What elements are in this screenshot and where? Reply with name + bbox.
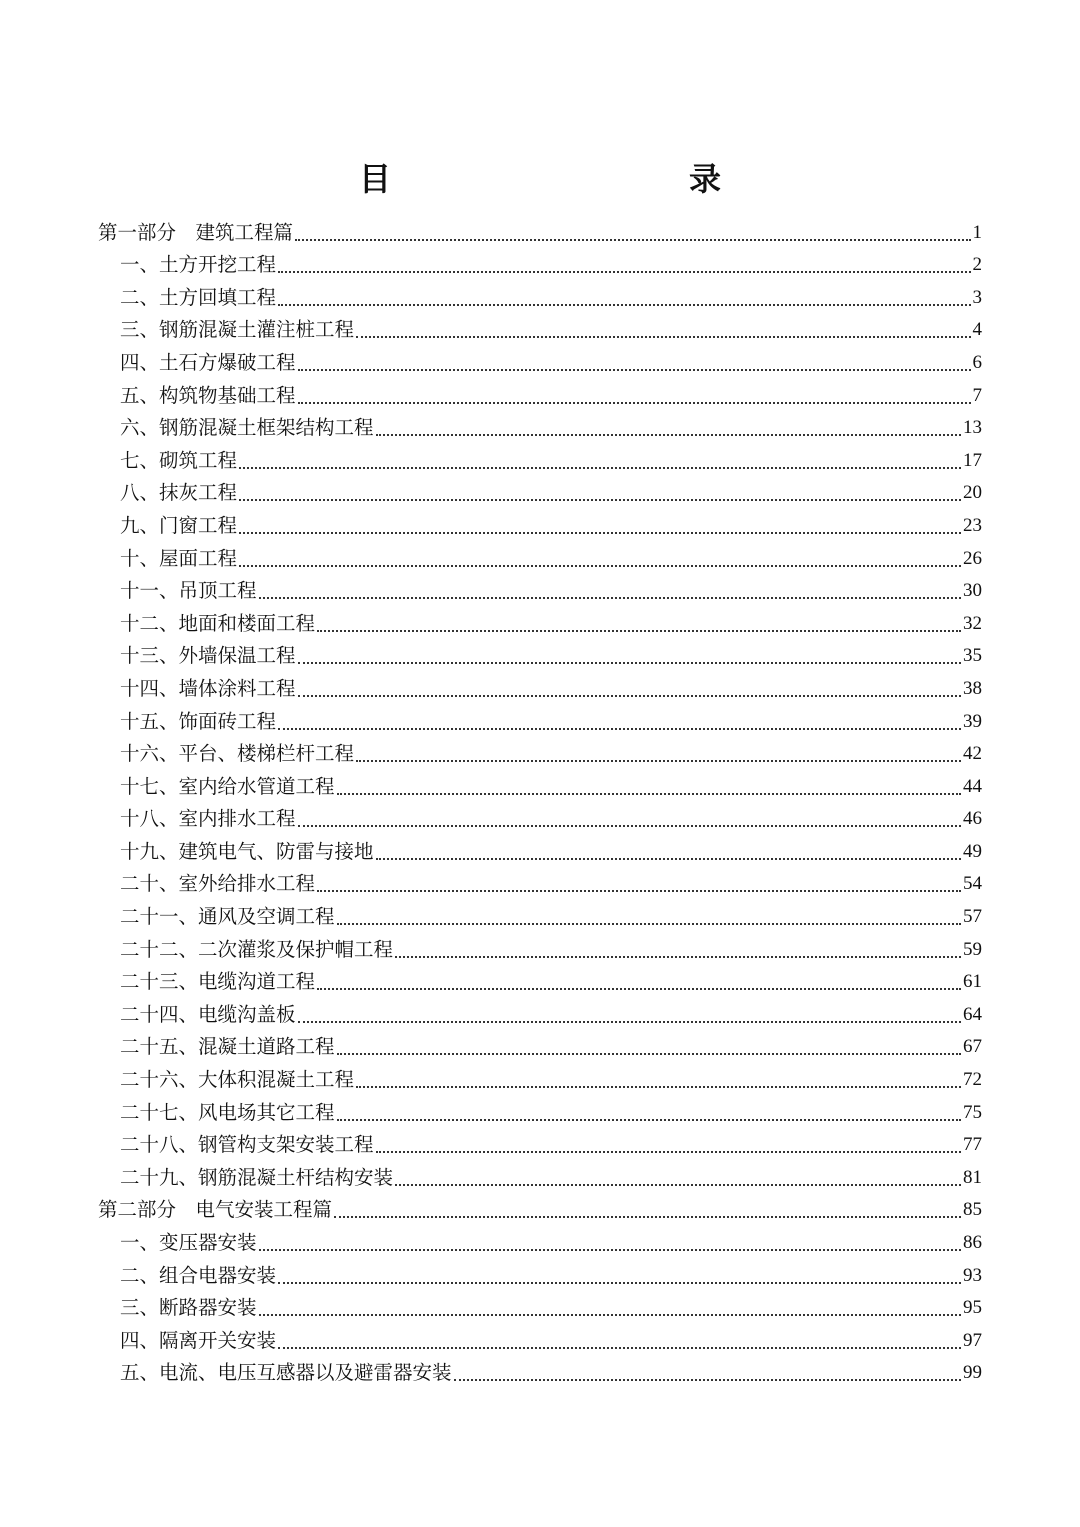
dot-leader bbox=[334, 1216, 961, 1218]
toc-entry-title: 第一部分 建筑工程篇 bbox=[98, 220, 294, 244]
toc-entry bbox=[98, 998, 982, 1031]
toc-page-number: 77 bbox=[963, 1134, 982, 1156]
toc-entry bbox=[98, 1161, 982, 1194]
toc-page-number: 44 bbox=[963, 775, 982, 797]
toc-page-number: 67 bbox=[963, 1036, 982, 1058]
dot-leader bbox=[376, 858, 961, 860]
toc-entry-title: 七、砌筑工程 bbox=[120, 448, 238, 472]
dot-leader bbox=[376, 434, 961, 436]
toc-page-number: 97 bbox=[963, 1329, 982, 1351]
toc-page-number: 86 bbox=[963, 1232, 982, 1253]
toc-entry-title: 十七、室内给水管道工程 bbox=[120, 774, 335, 798]
toc-entry-title: 四、土石方爆破工程 bbox=[120, 350, 296, 374]
dot-leader bbox=[337, 1053, 961, 1055]
toc-entry-title: 五、构筑物基础工程 bbox=[120, 383, 296, 407]
toc-entry-title: 十四、墙体涂料工程 bbox=[120, 676, 296, 700]
toc-entry bbox=[98, 1096, 982, 1129]
toc-page-number: 75 bbox=[963, 1101, 982, 1123]
dot-leader bbox=[317, 890, 961, 892]
dot-leader bbox=[317, 630, 961, 632]
toc-entry-title: 二十六、大体积混凝土工程 bbox=[120, 1068, 355, 1092]
toc-page-number: 30 bbox=[963, 580, 982, 602]
toc-page-number: 46 bbox=[963, 808, 982, 830]
toc-page-number: 39 bbox=[963, 710, 982, 732]
toc-page-number: 3 bbox=[972, 286, 982, 308]
page-title: 目 录 bbox=[358, 160, 799, 199]
toc-entry bbox=[98, 868, 982, 901]
toc-entry bbox=[98, 900, 982, 933]
toc-entry bbox=[98, 509, 982, 542]
toc-page-number: 57 bbox=[963, 906, 982, 928]
toc-entry bbox=[98, 1031, 982, 1064]
dot-leader bbox=[259, 1314, 961, 1316]
dot-leader bbox=[259, 1249, 961, 1251]
toc-entry bbox=[98, 1259, 982, 1292]
toc-page-number: 93 bbox=[963, 1264, 982, 1286]
toc-page-number: 54 bbox=[963, 873, 982, 895]
toc-entry bbox=[98, 1357, 982, 1390]
dot-leader bbox=[278, 1347, 961, 1349]
toc-page-number: 72 bbox=[963, 1069, 982, 1091]
dot-leader bbox=[356, 760, 961, 762]
toc-page-number: 17 bbox=[963, 449, 982, 471]
toc-page-number: 7 bbox=[972, 384, 982, 406]
toc-page-number: 13 bbox=[963, 417, 982, 439]
toc-page-number: 85 bbox=[963, 1199, 982, 1221]
toc-page-number: 59 bbox=[963, 938, 982, 960]
toc-entry-title: 二十、室外给排水工程 bbox=[120, 872, 316, 896]
toc-entry-title: 十、屋面工程 bbox=[120, 546, 238, 570]
toc-page-number: 20 bbox=[963, 482, 982, 504]
toc-entry-title: 二十五、混凝土道路工程 bbox=[120, 1035, 335, 1059]
toc-entry-title: 十九、建筑电气、防雷与接地 bbox=[120, 839, 374, 863]
toc-entry-title: 二十八、钢管构支架安装工程 bbox=[120, 1133, 374, 1157]
dot-leader bbox=[239, 467, 961, 469]
toc-entry-title: 二十一、通风及空调工程 bbox=[120, 905, 335, 929]
dot-leader bbox=[376, 1151, 961, 1153]
dot-leader bbox=[395, 1184, 961, 1186]
toc-entry-title: 三、断路器安装 bbox=[120, 1296, 257, 1320]
toc-entry bbox=[98, 477, 982, 510]
toc-page-number: 95 bbox=[963, 1297, 982, 1319]
toc-entry-title: 五、电流、电压互感器以及避雷器安装 bbox=[120, 1361, 452, 1385]
toc-page-number: 61 bbox=[963, 971, 982, 993]
toc-page-number: 4 bbox=[972, 319, 982, 341]
toc-entry bbox=[98, 966, 982, 999]
dot-leader bbox=[356, 1086, 961, 1088]
toc-entry-title: 四、隔离开关安装 bbox=[120, 1328, 277, 1352]
toc-entry-title: 一、变压器安装 bbox=[120, 1231, 257, 1254]
dot-leader bbox=[295, 239, 970, 241]
toc-page-number: 35 bbox=[963, 645, 982, 667]
toc-entry bbox=[98, 705, 982, 738]
toc-entry bbox=[98, 640, 982, 673]
toc-page-number: 6 bbox=[972, 351, 982, 373]
toc-entry-title: 二十四、电缆沟盖板 bbox=[120, 1002, 296, 1026]
toc-entry bbox=[98, 1226, 982, 1259]
toc-page-number: 32 bbox=[963, 612, 982, 634]
toc-entry-title: 九、门窗工程 bbox=[120, 513, 238, 537]
toc-page-number: 1 bbox=[972, 221, 982, 243]
dot-leader bbox=[278, 304, 970, 306]
toc-entry bbox=[98, 575, 982, 608]
toc-entry bbox=[98, 379, 982, 412]
toc-entry bbox=[98, 346, 982, 379]
toc-entry bbox=[98, 835, 982, 868]
toc-entry bbox=[98, 738, 982, 771]
toc-entry bbox=[98, 1324, 982, 1357]
toc-entry bbox=[98, 803, 982, 836]
toc-page-number: 26 bbox=[963, 547, 982, 569]
toc-entry bbox=[98, 281, 982, 314]
toc-entry bbox=[98, 249, 982, 282]
toc-entry-title: 一、土方开挖工程 bbox=[120, 253, 277, 277]
toc-entry-title: 二、组合电器安装 bbox=[120, 1263, 277, 1287]
toc-page-number: 49 bbox=[963, 840, 982, 862]
toc-part-heading bbox=[98, 216, 982, 249]
toc-page-number: 64 bbox=[963, 1003, 982, 1025]
dot-leader bbox=[337, 1119, 961, 1121]
toc-entry-title: 三、钢筋混凝土灌注桩工程 bbox=[120, 318, 355, 342]
toc-entry-title: 十二、地面和楼面工程 bbox=[120, 611, 316, 635]
toc-entry-title: 二十二、二次灌浆及保护帽工程 bbox=[120, 937, 394, 961]
dot-leader bbox=[298, 695, 961, 697]
dot-leader bbox=[239, 499, 961, 501]
toc-entry-title: 二十九、钢筋混凝土杆结构安装 bbox=[120, 1165, 394, 1189]
toc-page-number: 81 bbox=[963, 1166, 982, 1188]
dot-leader bbox=[298, 402, 971, 404]
toc-entry-title: 十五、饰面砖工程 bbox=[120, 709, 277, 733]
dot-leader bbox=[317, 988, 961, 990]
table-of-contents bbox=[98, 216, 982, 1389]
toc-entry-title: 二十三、电缆沟道工程 bbox=[120, 970, 316, 994]
toc-entry-title: 第二部分 电气安装工程篇 bbox=[98, 1198, 333, 1222]
toc-page-number: 23 bbox=[963, 514, 982, 536]
toc-page-number: 99 bbox=[963, 1362, 982, 1384]
dot-leader bbox=[259, 597, 961, 599]
toc-entry bbox=[98, 672, 982, 705]
toc-entry-title: 十六、平台、楼梯栏杆工程 bbox=[120, 742, 355, 766]
toc-entry bbox=[98, 933, 982, 966]
toc-page-number: 2 bbox=[972, 254, 982, 276]
dot-leader bbox=[356, 336, 970, 338]
toc-entry bbox=[98, 1129, 982, 1162]
dot-leader bbox=[278, 728, 961, 730]
toc-entry-title: 六、钢筋混凝土框架结构工程 bbox=[120, 416, 374, 440]
dot-leader bbox=[278, 271, 970, 273]
toc-entry-title: 十三、外墙保温工程 bbox=[120, 644, 296, 668]
toc-entry-title: 二、土方回填工程 bbox=[120, 285, 277, 309]
toc-page-number: 38 bbox=[963, 677, 982, 699]
dot-leader bbox=[298, 662, 961, 664]
toc-entry bbox=[98, 1063, 982, 1096]
toc-entry bbox=[98, 444, 982, 477]
dot-leader bbox=[337, 923, 961, 925]
toc-entry bbox=[98, 412, 982, 445]
toc-entry bbox=[98, 314, 982, 347]
toc-entry bbox=[98, 1292, 982, 1325]
dot-leader bbox=[337, 793, 961, 795]
toc-entry-title: 十一、吊顶工程 bbox=[120, 579, 257, 603]
dot-leader bbox=[298, 825, 961, 827]
dot-leader bbox=[239, 565, 961, 567]
toc-entry bbox=[98, 770, 982, 803]
dot-leader bbox=[395, 956, 961, 958]
toc-entry bbox=[98, 607, 982, 640]
dot-leader bbox=[454, 1379, 961, 1381]
toc-part-heading bbox=[98, 1194, 982, 1227]
toc-entry-title: 二十七、风电场其它工程 bbox=[120, 1100, 335, 1124]
toc-entry-title: 十八、室内排水工程 bbox=[120, 807, 296, 831]
dot-leader bbox=[298, 1021, 961, 1023]
toc-entry-title: 八、抹灰工程 bbox=[120, 481, 238, 505]
dot-leader bbox=[239, 532, 961, 534]
dot-leader bbox=[298, 369, 971, 371]
toc-page-number: 42 bbox=[963, 743, 982, 765]
toc-entry bbox=[98, 542, 982, 575]
dot-leader bbox=[278, 1282, 961, 1284]
